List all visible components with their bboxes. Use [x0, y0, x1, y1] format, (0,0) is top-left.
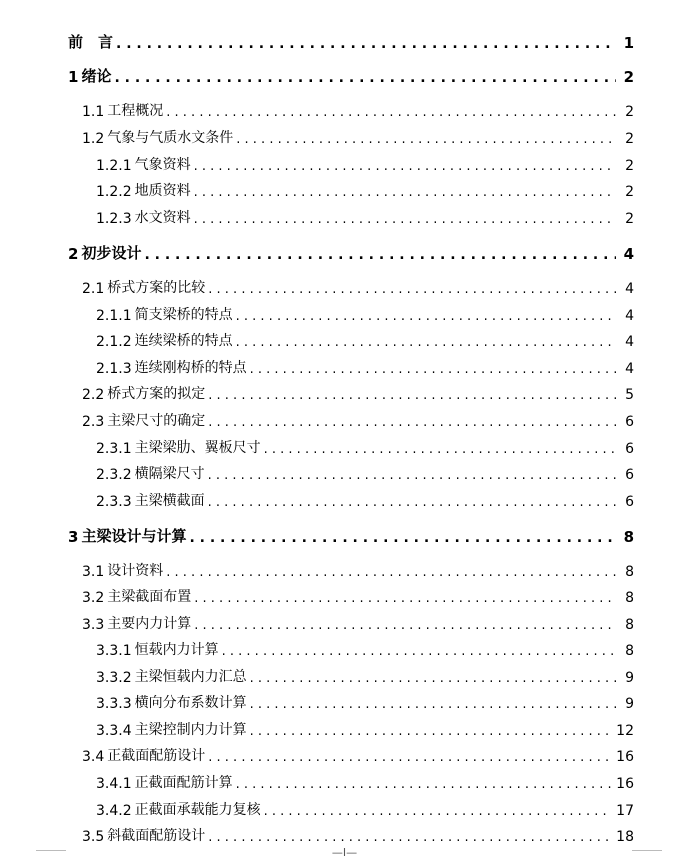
toc-entry-title: 斜截面配筋设计 [107, 828, 206, 844]
toc-leader-dots [189, 530, 616, 546]
toc-entry[interactable] [96, 717, 634, 739]
toc-entry-title: 设计资料 [107, 563, 164, 579]
toc-leader-dots [116, 36, 616, 52]
toc-leader-dots [208, 415, 616, 430]
toc-entry-page-number: 8 [625, 643, 634, 659]
toc-entry-title: 主梁设计与计算 [81, 527, 187, 545]
toc-entry-title: 主梁截面布置 [107, 589, 192, 605]
toc-entry-title: 水文资料 [134, 210, 191, 226]
toc-entry-number: 1.2.2 [96, 184, 132, 200]
toc-entry-number: 3 [68, 528, 79, 546]
toc-entry-title: 主梁横截面 [134, 493, 205, 509]
toc-entry[interactable] [96, 435, 634, 457]
toc-leader-dots [250, 724, 613, 739]
toc-leader-dots [194, 618, 616, 633]
toc-entry-page-number: 2 [625, 158, 634, 174]
toc-leader-dots [236, 777, 613, 792]
toc-leader-dots [236, 309, 616, 324]
toc-entry-number: 3.3.2 [96, 670, 132, 686]
toc-entry-page-number: 4 [625, 281, 634, 297]
toc-entry[interactable] [96, 328, 634, 350]
toc-entry-title: 绪论 [81, 67, 112, 85]
toc-entry-title: 恒载内力计算 [134, 642, 219, 658]
toc-entry-title: 连续刚构桥的特点 [134, 360, 247, 376]
toc-entry-number: 3.3.4 [96, 723, 132, 739]
toc-leader-dots [236, 132, 616, 147]
toc-entry-page-number: 12 [616, 723, 634, 739]
toc-entry[interactable] [96, 690, 634, 712]
toc-leader-dots [264, 442, 616, 457]
toc-entry-number: 1.2 [82, 131, 105, 147]
toc-entry-page-number: 8 [625, 590, 634, 606]
toc-entry-page-number: 2 [625, 184, 634, 200]
toc-entry-page-number: 2 [625, 131, 634, 147]
toc-entry[interactable] [68, 30, 634, 52]
toc-entry-number: 3.4.2 [96, 803, 132, 819]
toc-entry[interactable] [82, 381, 634, 403]
toc-entry[interactable] [96, 797, 634, 819]
toc-entry[interactable] [96, 637, 634, 659]
toc-entry-page-number: 4 [623, 245, 634, 263]
toc-entry-title: 主梁恒载内力汇总 [134, 669, 247, 685]
toc-entry-number: 3.2 [82, 590, 105, 606]
toc-entry-number: 2.3.3 [96, 494, 132, 510]
toc-leader-dots [208, 388, 616, 403]
toc-entry-number: 3.3.1 [96, 643, 132, 659]
toc-leader-dots [236, 335, 616, 350]
toc-entry-number: 3.5 [82, 829, 105, 845]
toc-entry[interactable] [96, 355, 634, 377]
toc-leader-dots [208, 282, 616, 297]
toc-entry[interactable] [96, 152, 634, 174]
toc-entry-number: 2.3 [82, 414, 105, 430]
toc-entry-number: 2.1.1 [96, 308, 132, 324]
toc-entry-page-number: 6 [625, 467, 634, 483]
toc-leader-dots [264, 804, 613, 819]
toc-entry[interactable] [96, 178, 634, 200]
toc-entry-page-number: 2 [625, 104, 634, 120]
toc-leader-dots [222, 644, 616, 659]
toc-leader-dots [208, 750, 612, 765]
toc-entry-page-number: 6 [625, 414, 634, 430]
toc-entry-page-number: 8 [625, 617, 634, 633]
toc-entry-page-number: 9 [625, 696, 634, 712]
toc-entry-title: 桥式方案的拟定 [107, 386, 206, 402]
toc-leader-dots [114, 70, 616, 86]
toc-entry[interactable] [96, 488, 634, 510]
toc-entry-number: 1.1 [82, 104, 105, 120]
toc-leader-dots [208, 468, 616, 483]
toc-entry-number: 2.1.2 [96, 334, 132, 350]
toc-entry-number: 3.4 [82, 749, 105, 765]
toc-entry-page-number: 16 [616, 749, 634, 765]
toc-entry[interactable] [82, 611, 634, 633]
toc-entry[interactable] [82, 98, 634, 120]
toc-entry[interactable] [68, 241, 634, 263]
toc-entry-page-number: 17 [616, 803, 634, 819]
toc-entry[interactable] [68, 524, 634, 546]
toc-entry-page-number: 5 [625, 387, 634, 403]
toc-entry-page-number: 1 [623, 34, 634, 52]
toc-entry[interactable] [82, 275, 634, 297]
toc-entry[interactable] [82, 743, 634, 765]
toc-entry-number: 前 言 [68, 33, 114, 51]
toc-entry-title: 桥式方案的比较 [107, 280, 206, 296]
toc-entry[interactable] [96, 664, 634, 686]
toc-entry-number: 2 [68, 245, 79, 263]
toc-entry-title: 地质资料 [134, 183, 191, 199]
toc-entry-title: 气象资料 [134, 157, 191, 173]
toc-entry-number: 2.2 [82, 387, 105, 403]
toc-entry[interactable] [82, 408, 634, 430]
toc-entry-title: 主要内力计算 [107, 616, 192, 632]
toc-entry-page-number: 8 [623, 528, 634, 546]
toc-entry[interactable] [82, 125, 634, 147]
toc-entry-number: 3.3 [82, 617, 105, 633]
toc-entry-page-number: 4 [625, 334, 634, 350]
toc-entry-page-number: 6 [625, 494, 634, 510]
toc-entry-title: 正截面配筋计算 [134, 775, 233, 791]
toc-entry-title: 主梁尺寸的确定 [107, 413, 206, 429]
toc-leader-dots [166, 105, 616, 120]
toc-entry[interactable] [82, 823, 634, 845]
toc-entry-title: 正截面配筋设计 [107, 748, 206, 764]
toc-entry[interactable] [96, 302, 634, 324]
toc-entry-number: 3.1 [82, 564, 105, 580]
toc-entry-number: 2.1 [82, 281, 105, 297]
toc-entry-title: 连续梁桥的特点 [134, 333, 233, 349]
toc-entry-number: 2.3.2 [96, 467, 132, 483]
toc-leader-dots [250, 671, 616, 686]
toc-entry-page-number: 4 [625, 308, 634, 324]
toc-leader-dots [250, 362, 616, 377]
toc-entry-number: 2.3.1 [96, 441, 132, 457]
toc-entry-title: 气象与气质水文条件 [107, 130, 234, 146]
toc-leader-dots [166, 565, 616, 580]
toc-entry[interactable] [96, 461, 634, 483]
toc-entry-page-number: 6 [625, 441, 634, 457]
toc-entry-page-number: 8 [625, 564, 634, 580]
toc-entry-page-number: 16 [616, 776, 634, 792]
toc-leader-dots [208, 495, 616, 510]
toc-leader-dots [208, 830, 612, 845]
toc-entry[interactable] [96, 770, 634, 792]
toc-leader-dots [194, 212, 616, 227]
toc-entry-page-number: 18 [616, 829, 634, 845]
toc-entry[interactable] [96, 205, 634, 227]
toc-entry[interactable] [68, 64, 634, 86]
toc-entry-page-number: 2 [623, 68, 634, 86]
page-number-footer: —I— [331, 846, 358, 859]
toc-entry-title: 主梁控制内力计算 [134, 722, 247, 738]
toc-entry-title: 正截面承载能力复核 [134, 802, 261, 818]
toc-entry-number: 1.2.3 [96, 211, 132, 227]
toc-leader-dots [194, 185, 616, 200]
toc-entry-number: 1.2.1 [96, 158, 132, 174]
toc-entry-title: 横向分布系数计算 [134, 695, 247, 711]
toc-entry-page-number: 2 [625, 211, 634, 227]
toc-entry-title: 初步设计 [81, 244, 142, 262]
toc-entry[interactable] [82, 584, 634, 606]
toc-entry-title: 横隔梁尺寸 [134, 466, 205, 482]
toc-entry-number: 3.4.1 [96, 776, 132, 792]
toc-entry-title: 主梁梁肋、翼板尺寸 [134, 440, 261, 456]
toc-leader-dots [194, 159, 616, 174]
toc-entry-page-number: 4 [625, 361, 634, 377]
toc-entry-title: 简支梁桥的特点 [134, 307, 233, 323]
toc-entry[interactable] [82, 558, 634, 580]
toc-entry-page-number: 9 [625, 670, 634, 686]
toc-entry-number: 2.1.3 [96, 361, 132, 377]
toc-entry-number: 1 [68, 68, 79, 86]
toc-leader-dots [250, 697, 616, 712]
toc-entry-title: 工程概况 [107, 103, 164, 119]
toc-leader-dots [144, 247, 616, 263]
toc-entry-number: 3.3.3 [96, 696, 132, 712]
toc-leader-dots [194, 591, 616, 606]
